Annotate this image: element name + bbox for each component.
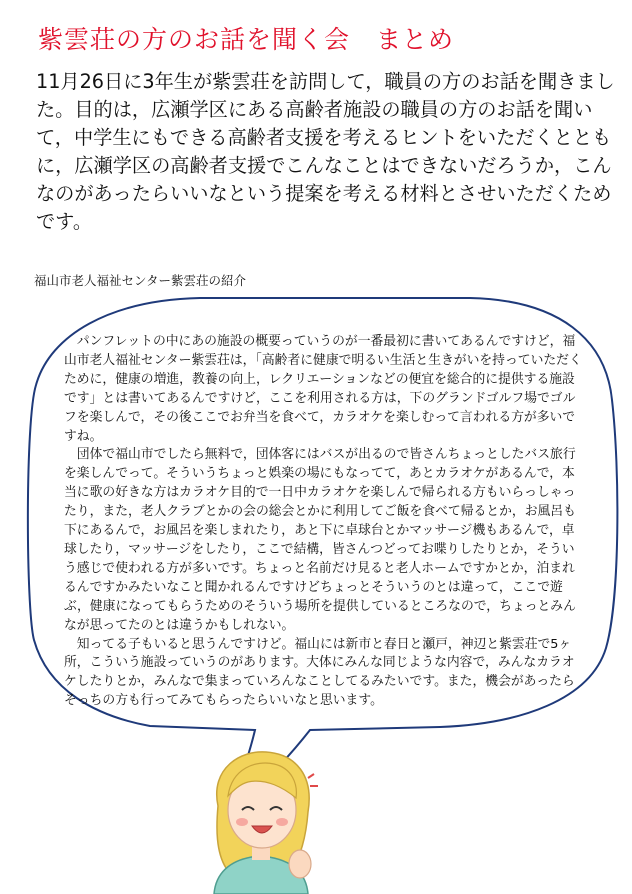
intro-paragraph: 11月26日に3年生が紫雲荘を訪問して，職員の方のお話を聞きました。目的は，広瀬学区にある高齢者施設の職員の方のお話を聞いて，中学生にもできる高齢者支援を考えるヒントをいただくとともに，広瀬学区の高齢者支援でこんなことはできないだろうか，こんなのがあったらいいなという提案を考える材料とさせいただくためです。 (36, 70, 615, 233)
smiling-girl-icon (196, 748, 326, 894)
speech-paragraph: 知ってる子もいると思うんですけど。福山には新市と春日と瀬戸，神辺と紫雲荘で5ヶ所，こういう施設っていうのがあります。大体にみんな同じような内容で，みんなカラオケしたりとか，みんなで集まっていろんなことしてるみたいです。また，機会があったらそっちの方も行ってみてもらったらいいなと思います。 (64, 636, 575, 709)
speech-text (64, 333, 584, 711)
section-heading: 福山市老人福祉センター紫雲荘の紹介 (34, 273, 247, 288)
page-title: 紫雲荘の方のお話を聞く会 まとめ (38, 25, 455, 54)
speech-paragraph: 団体で福山市でしたら無料で，団体客にはバスが出るので皆さんちょっとしたバス旅行を楽しんでって。そういうちょっと娯楽の場にもなってて，あとカラオケがあるんで，本当に歌の好きな方はカラオケ目的で一日中カラオケを楽しんで帰られる方もいらっしゃったり，また，老人クラブとかの会の総会とかに利用してご飯を食べて帰るとか，お風呂も下にあるんで，お風呂を楽しまれたり，あと下に卓球台とかマッサージ機もあるんで，卓球したり，マッサージをしたり，ここで結構，皆さんつどってお喋りしたりとか，そういう感じで使われる方が多いです。ちょっと名前だけ見ると老人ホームですかとか，泊まれるんですかみたいなこと聞かれるんですけどちょっとそういうのとは違って，ここで遊ぶ，健康になってもらうためのそういう場所を提供しているところなので，ちょっとみんなが思ってたのとは違うかもしれない。 (64, 447, 576, 633)
speech-paragraph: パンフレットの中にあの施設の概要っていうのが一番最初に書いてあるんですけど，福山市老人福祉センター紫雲荘は，「高齢者に健康で明るい生活と生きがいを持っていただくために，健康の増進，教養の向上，レクリエーションなどの便宜を総合的に提供する施設です」とは書いてあるんですけど，ここを利用される方は，下のグランドゴルフ場でゴルフを楽しんで，その後ここでお弁当を食べて，カラオケを楽しむって言われる方が多いですね。 (64, 334, 582, 444)
